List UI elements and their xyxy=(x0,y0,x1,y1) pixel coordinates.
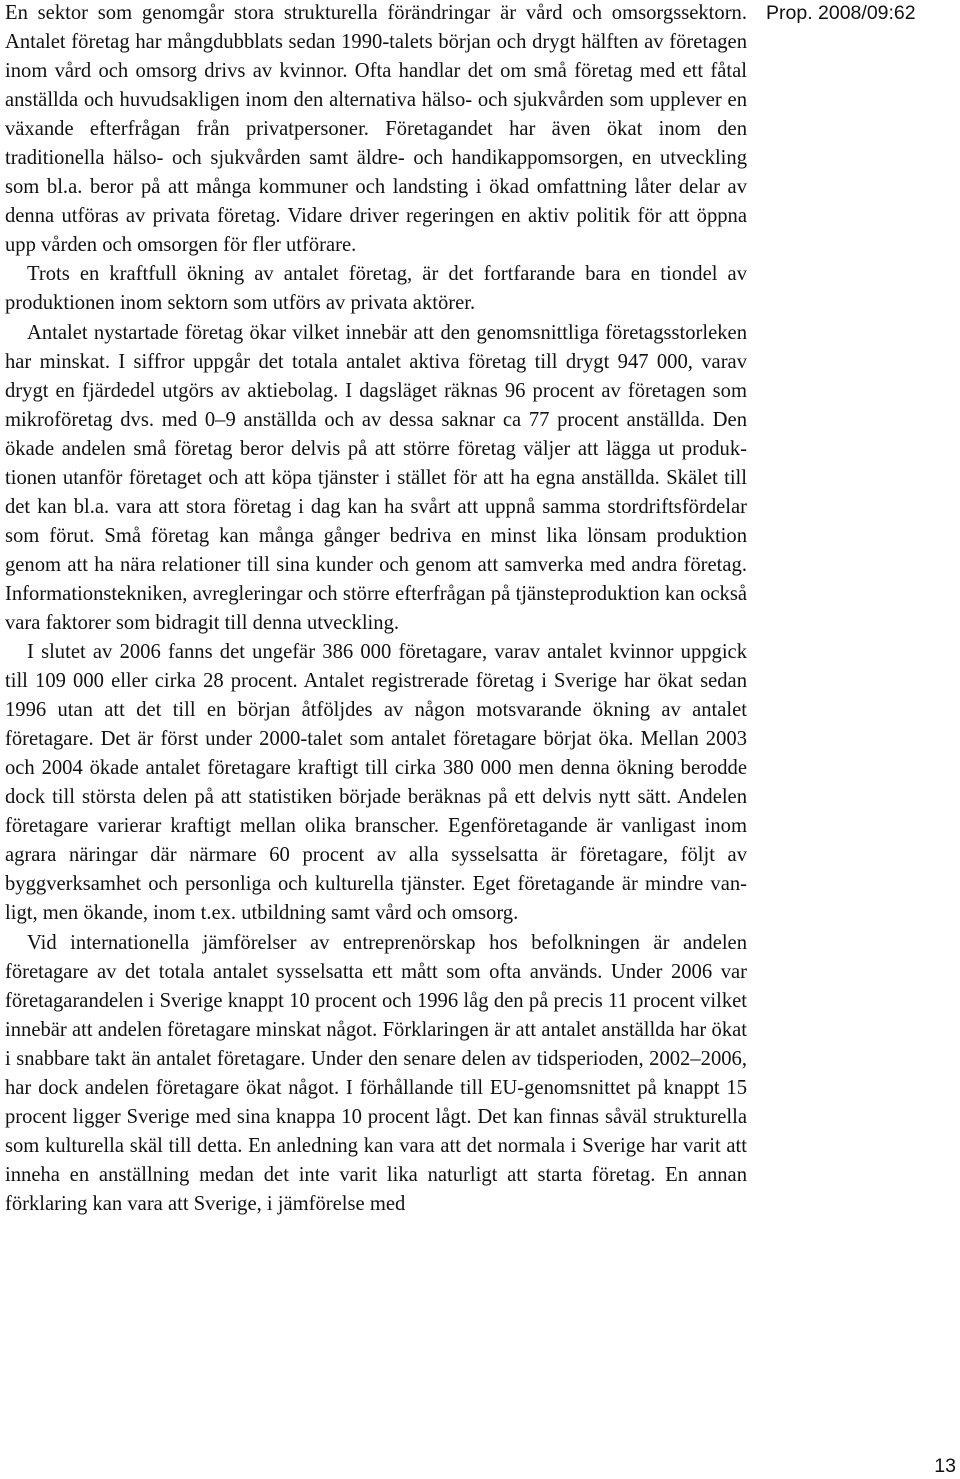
paragraph-tiondel: Trots en kraftfull ökning av antalet företag, är det fortfarande bara en tiondel av produktionen inom sektorn som utförs av privata aktörer. xyxy=(5,263,747,315)
proposition-reference: Prop. 2008/09:62 xyxy=(766,2,916,24)
paragraph-antal-foretagare: I slutet av 2006 fanns det ungefär 386 000 företagare, varav antalet kvinnor uppgick till 109 000 eller cirka 28 procent. Antalet registrerade företag i Sverige har ökat sedan 1996 utan att det till en början åtföljdes av någon motsvarande ökning av antalet företagare. Det är först under 2000-talet som antalet företagare börjat öka. Mellan 2003 och 2004 ökade antalet företagare kraftigt till cirka 380 000 men denna ökning berodde dock till största delen på att statistiken började beräknas på ett delvis nytt sätt. Andelen företagare varierar kraftigt mellan olika branscher. Egenföretagande är vanligast inom agrara näringar där närmare 60 procent av alla sysselsatta är företagare, följt av byggverksamhet och personliga och kulturella tjänster. Eget företagande är mindre vanligt, men ökande, inom t.ex. utbildning samt vård och omsorg. xyxy=(5,641,747,925)
paragraph-vard-omsorg: En sektor som genomgår stora strukturella förändringar är vård och omsorgssektorn. Antalet företag har mångdubblats sedan 1990-talets början och drygt hälften av företagen inom vård och omsorg drivs av kvinnor. Ofta handlar det om små företag med ett fåtal anställda och huvudsakligen inom den alternativa hälso- och sjukvården som upplever en växande efterfrågan från privatpersoner. Företagandet har även ökat inom den traditionella hälso- och sjukvården samt äldre- och handikappomsorgen, en utveckling som bl.a. beror på att många kommuner och landsting i ökad omfattning låter delar av denna utföras av privata företag. Vidare driver regeringen en aktiv politik för att öppna upp vården och omsorgen för fler utförare. xyxy=(5,2,747,257)
paragraph-internationella-jamforelser: Vid internationella jämförelser av entreprenörskap hos befolkningen är andelen företagare av det totala antalet sysselsatta ett mått som ofta används. Under 2006 var företagarandelen i Sverige knappt 10 procent och 1996 låg den på precis 11 procent vilket innebär att andelen företagare minskat något. Förklaringen är att antalet anställda har ökat i snabbare takt än antalet företagare. Under den senare delen av tidsperioden, 2002–2006, har dock andelen företagare ökat något. I förhållande till EU-genomsnittet på knappt 15 procent ligger Sverige med sina knappa 10 procent lågt. Det kan finnas såväl strukturella som kulturella skäl till detta. En anledning kan vara att det normala i Sverige har varit att inneha en anställning medan det inte varit lika naturligt att starta företag. En annan förklaring kan vara att Sverige, i jämförelse med xyxy=(5,931,747,1215)
page-number: 13 xyxy=(934,1455,956,1477)
paragraph-nystartade-foretag: Antalet nystartade företag ökar vilket innebär att den genomsnittliga företagsstorleken har minskat. I siffror uppgår det totala antalet aktiva företag till drygt 947 000, varav drygt en fjärdedel utgörs av aktiebolag. I dagsläget räknas 96 procent av företagen som mikroföretag dvs. med 0–9 anställda och av dessa saknar ca 77 procent anställda. Den ökade andelen små företag beror delvis på att större företag väljer att lägga ut produktionen utanför företaget och att köpa tjänster i stället för att ha egna anställda. Skälet till det kan bl.a. vara att stora företag i dag kan ha svårt att uppnå samma stordriftsfördelar som förut. Små företag kan många gånger bedriva en minst lika lönsam produktion genom att ha nära relationer till sina kunder och genom att samverka med andra företag. Informationstekniken, avregleringar och större efterfrågan på tjänsteproduktion kan också vara faktorer som bidragit till denna utveckling. xyxy=(5,321,747,634)
body-text xyxy=(5,0,747,1219)
